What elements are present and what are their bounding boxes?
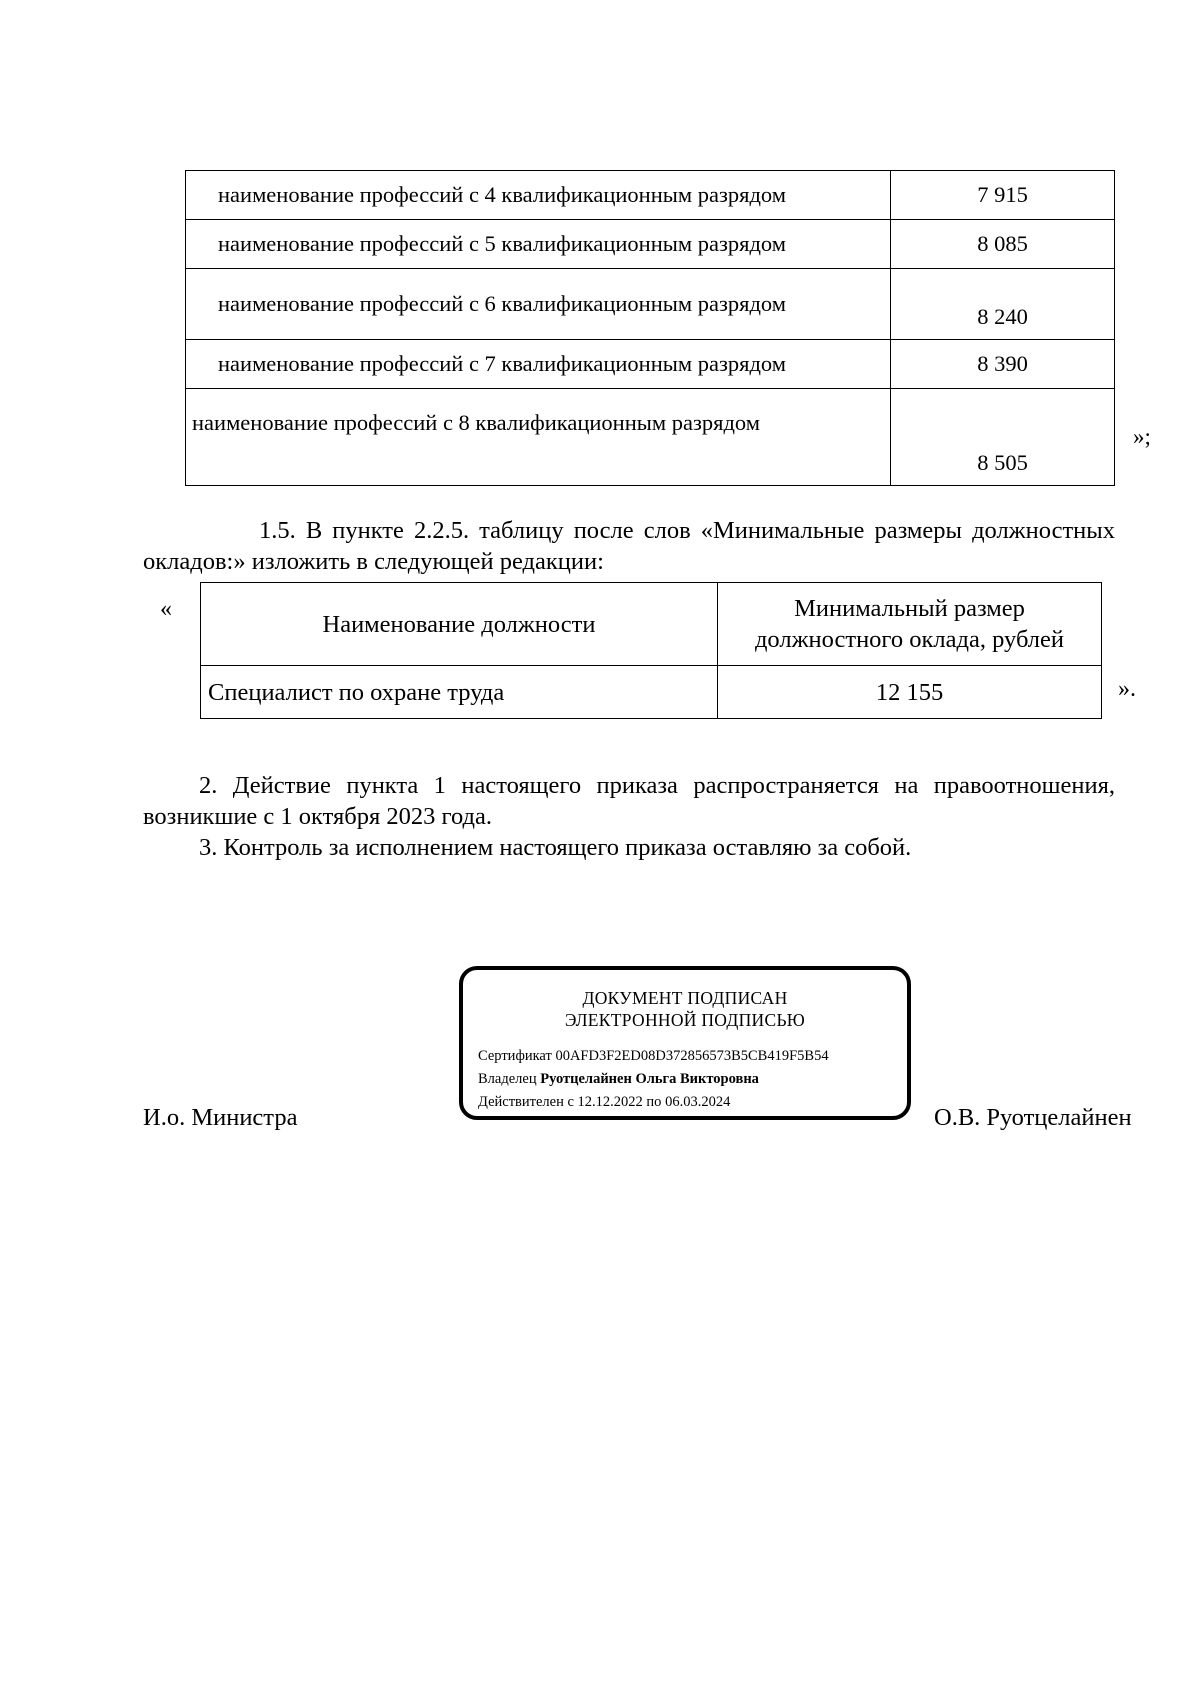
table-row xyxy=(186,389,1115,486)
salary-value-cell: 8 505 xyxy=(891,389,1115,486)
profession-name-cell: наименование профессий с 6 квалификационным разрядом xyxy=(186,269,891,340)
owner-value: Руотцелайнен Ольга Викторовна xyxy=(540,1071,759,1087)
valid-to-word: по xyxy=(646,1094,662,1110)
valid-from-date: 12.12.2022 xyxy=(577,1094,643,1110)
profession-name-cell: наименование профессий с 5 квалификационным разрядом xyxy=(186,220,891,269)
table2-closing-quote: ». xyxy=(1118,676,1136,702)
column-header-salary: Минимальный размер должностного оклада, рублей xyxy=(718,583,1102,666)
profession-name-cell: наименование профессий с 4 квалификационным разрядом xyxy=(186,171,891,220)
stamp-certificate xyxy=(478,1048,829,1065)
stamp-title-line-1: ДОКУМЕНТ ПОДПИСАН xyxy=(582,988,788,1008)
table-row xyxy=(186,171,1115,220)
table-header-row xyxy=(201,583,1102,666)
salary-value-cell: 8 240 xyxy=(891,269,1115,340)
electronic-signature-stamp xyxy=(459,966,911,1120)
valid-to-date: 06.03.2024 xyxy=(665,1094,731,1110)
signer-title: И.о. Министра xyxy=(143,1104,298,1131)
certificate-value: 00AFD3F2ED08D372856573B5CB419F5B54 xyxy=(555,1048,829,1064)
table1-closing-quote: »; xyxy=(1133,424,1151,449)
paragraph-1-5: 1.5. В пункте 2.2.5. таблицу после слов «Минимальные размеры должностных окладов:» изложить в следующей редакции: xyxy=(143,516,1115,575)
stamp-owner xyxy=(478,1071,759,1088)
owner-label: Владелец xyxy=(478,1071,537,1087)
table-row xyxy=(186,220,1115,269)
salary-value-cell: 8 390 xyxy=(891,340,1115,389)
paragraph-item-3: 3. Контроль за исполнением настоящего приказа оставляю за собой. xyxy=(199,833,912,861)
professions-salary-table xyxy=(185,170,1115,486)
signer-name: О.В. Руотцелайнен xyxy=(934,1104,1132,1131)
profession-name-cell: наименование профессий с 7 квалификационным разрядом xyxy=(186,340,891,389)
salary-value-cell: 7 915 xyxy=(891,171,1115,220)
column-header-position: Наименование должности xyxy=(201,583,718,666)
profession-name-cell: наименование профессий с 8 квалификационным разрядом xyxy=(186,389,891,486)
position-salary-table xyxy=(200,582,1102,719)
paragraph-item-2: 2. Действие пункта 1 настоящего приказа распространяется на правоотношения, возникшие с 1 октября 2023 года. xyxy=(143,771,1115,830)
salary-value-cell: 12 155 xyxy=(718,666,1102,719)
certificate-label: Сертификат xyxy=(478,1048,552,1064)
table-row xyxy=(186,340,1115,389)
table-row xyxy=(201,666,1102,719)
table-row xyxy=(186,269,1115,340)
valid-label: Действителен xyxy=(478,1094,564,1110)
position-name-cell: Специалист по охране труда xyxy=(201,666,718,719)
salary-value-cell: 8 085 xyxy=(891,220,1115,269)
table2-opening-quote: « xyxy=(160,596,172,622)
valid-from-word: с xyxy=(567,1094,574,1110)
stamp-title-line-2: ЭЛЕКТРОННОЙ ПОДПИСЬЮ xyxy=(564,1010,806,1030)
stamp-validity xyxy=(478,1094,730,1111)
